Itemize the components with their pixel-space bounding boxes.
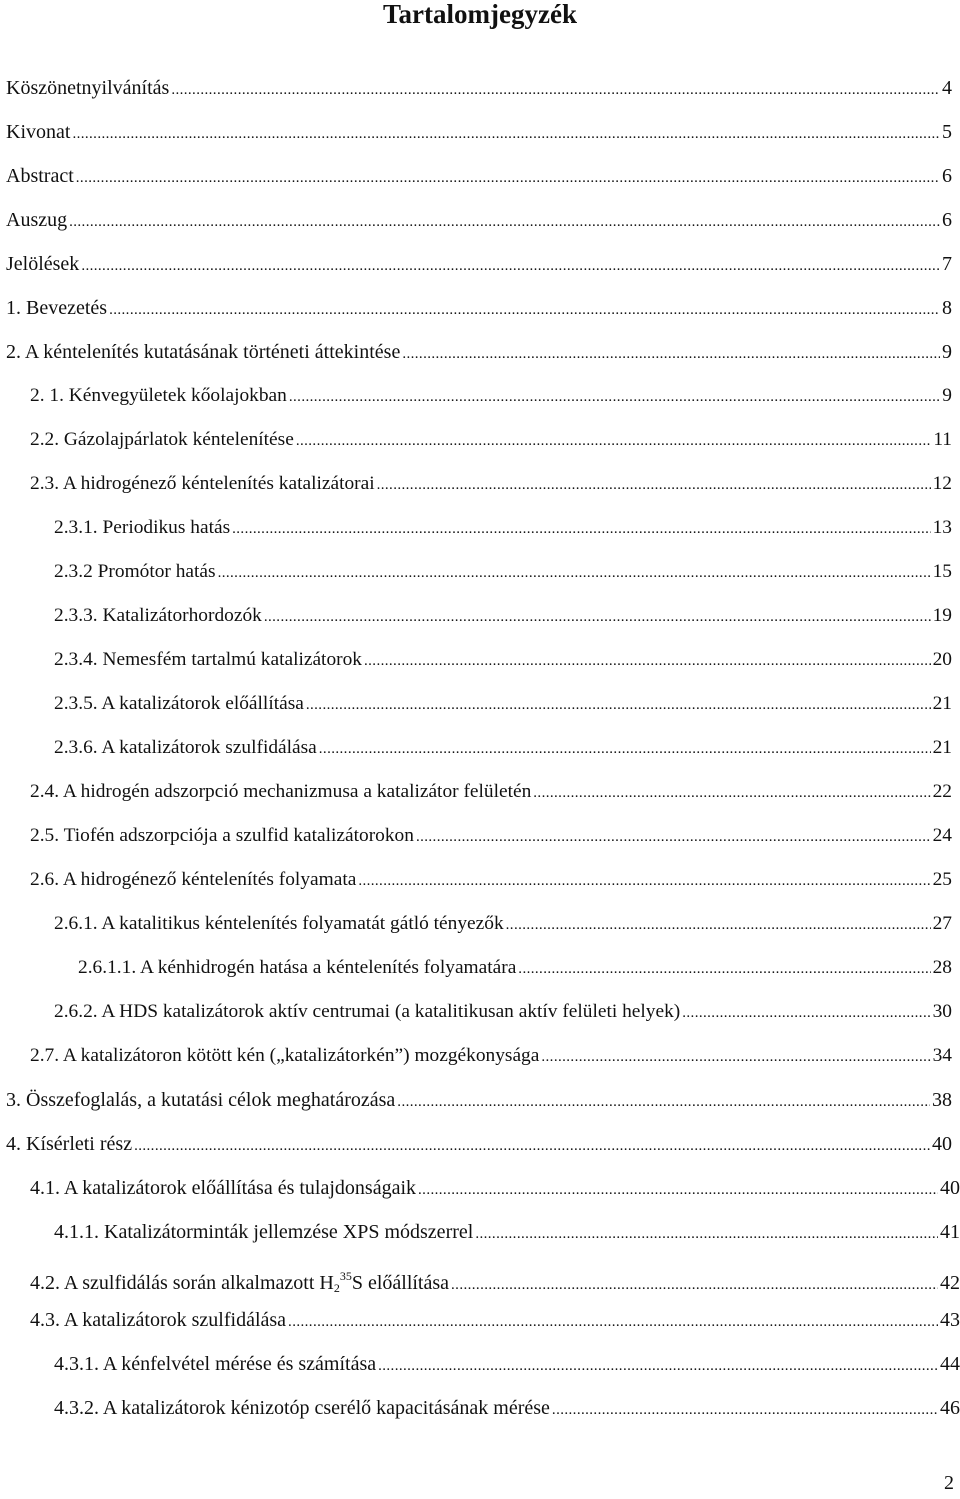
toc-entry-2-5[interactable]	[30, 814, 952, 858]
toc-entry-2-4[interactable]	[30, 770, 952, 814]
toc-entry-2-3-6[interactable]	[54, 726, 952, 770]
toc-entry-label: 2. 1. Kénvegyületek kőolajokban	[30, 385, 287, 406]
dot-leader	[288, 1300, 938, 1344]
toc-entry-2-6-1[interactable]	[54, 902, 952, 946]
toc-entry-label: 2.2. Gázolajpárlatok kéntelenítése	[30, 429, 294, 450]
toc-entry-page: 40	[932, 1133, 952, 1155]
toc-entry-page: 8	[942, 297, 952, 319]
toc-entry-label: 2.3.5. A katalizátorok előállítása	[54, 693, 304, 714]
toc-entry-label: 2.5. Tiofén adszorpciója a szulfid katalizátorokon	[30, 825, 414, 846]
superscript: 35	[339, 1269, 352, 1283]
toc-entry-label: 2.3.2 Promótor hatás	[54, 561, 216, 582]
toc-entry-page: 15	[932, 561, 952, 582]
toc-entry-2-3-5[interactable]	[54, 682, 952, 726]
toc-entry-page: 34	[932, 1045, 952, 1066]
toc-entry-label: 3. Összefoglalás, a kutatási célok meghatározása	[6, 1089, 396, 1111]
toc-entry-page: 19	[932, 605, 952, 626]
toc-entry-label: 4.1.1. Katalizátorminták jellemzése XPS módszerrel	[54, 1221, 474, 1243]
dot-leader	[319, 727, 931, 771]
toc-entry-label: Kivonat	[6, 121, 71, 143]
toc-entry-page: 13	[932, 517, 952, 538]
toc-entry-page: 9	[942, 385, 952, 406]
toc-entry-label: 4. Kísérleti rész	[6, 1133, 133, 1155]
toc-entry-label: 4.3. A katalizátorok szulfidálása	[30, 1309, 287, 1331]
toc-entry-2-2[interactable]	[30, 418, 952, 462]
toc-entry-kivonat[interactable]	[6, 110, 952, 154]
toc-entry-label: 2.6.1.1. A kénhidrogén hatása a kéntelenítés folyamatára	[78, 957, 517, 978]
dot-leader	[289, 375, 940, 419]
toc-entry-label: Auszug	[6, 209, 68, 231]
toc-entry-2-1[interactable]	[30, 374, 952, 418]
toc-entry-2-3-4[interactable]	[54, 638, 952, 682]
toc-entry-page: 42	[940, 1272, 960, 1294]
dot-leader	[69, 200, 940, 244]
toc-entry-page: 11	[933, 429, 952, 450]
dot-leader	[418, 1168, 938, 1212]
toc-entry-4-2[interactable]	[30, 1254, 960, 1298]
toc-entry-page: 43	[940, 1309, 960, 1331]
toc-entry-page: 40	[940, 1177, 960, 1199]
dot-leader	[72, 112, 940, 156]
toc-entry-abstract[interactable]	[6, 154, 952, 198]
toc-entry-page: 21	[932, 737, 952, 758]
toc-entry-label: 2.3.3. Katalizátorhordozók	[54, 605, 262, 626]
toc-entry-4-3-1[interactable]	[54, 1342, 960, 1386]
toc-entry-page: 21	[932, 693, 952, 714]
dot-leader	[416, 815, 931, 859]
toc-entry-page: 9	[942, 341, 952, 363]
toc-entry-2-3[interactable]	[30, 462, 952, 506]
toc-entry-page: 44	[940, 1353, 960, 1375]
label-text: S előállítása	[351, 1272, 450, 1294]
label-text: 4.2. A szulfidálás során alkalmazott H	[30, 1272, 334, 1294]
dot-leader	[76, 156, 940, 200]
dot-leader	[518, 947, 930, 991]
toc-entry-page: 25	[932, 869, 952, 890]
dot-leader	[402, 332, 940, 376]
toc-entry-acknowledgements[interactable]	[6, 66, 952, 110]
dot-leader	[377, 463, 931, 507]
toc-entry-page: 12	[932, 473, 952, 494]
toc-entry-label: 4.3.2. A katalizátorok kénizotóp cserélő kapacitásának mérése	[54, 1397, 550, 1419]
dot-leader	[682, 991, 930, 1035]
toc-entry-label: 2. A kéntelenítés kutatásának történeti áttekintése	[6, 341, 401, 363]
toc-entry-label: 4.3.1. A kénfelvétel mérése és számítása	[54, 1353, 377, 1375]
toc-entry-label: 1. Bevezetés	[6, 297, 108, 319]
toc-entry-2-6[interactable]	[30, 858, 952, 902]
dot-leader	[171, 68, 940, 112]
toc-entry-page: 7	[942, 253, 952, 275]
toc-entry-1[interactable]	[6, 286, 952, 330]
toc-entry-label: Köszönetnyilvánítás	[6, 77, 170, 99]
toc-entry-page: 6	[942, 209, 952, 231]
dot-leader	[397, 1080, 930, 1124]
dot-leader	[506, 903, 931, 947]
dot-leader	[378, 1344, 938, 1388]
toc-entry-3[interactable]	[6, 1078, 952, 1122]
dot-leader	[296, 419, 932, 463]
dot-leader	[232, 507, 930, 551]
toc-entry-4[interactable]	[6, 1122, 952, 1166]
toc-entry-2-3-2[interactable]	[54, 550, 952, 594]
dot-leader	[475, 1212, 938, 1256]
toc-entry-2-3-3[interactable]	[54, 594, 952, 638]
toc-entry-2-7[interactable]	[30, 1034, 952, 1078]
toc-entry-4-1-1[interactable]	[54, 1210, 960, 1254]
toc-entry-label: Jelölések	[6, 253, 80, 275]
toc-entry-label: 2.3.4. Nemesfém tartalmú katalizátorok	[54, 649, 362, 670]
toc-entry-label: 2.6.2. A HDS katalizátorok aktív centrumai (a katalitikusan aktív felületi helyek)	[54, 1001, 681, 1022]
page-number: 2	[944, 1472, 954, 1494]
subscript: 2	[333, 1281, 340, 1295]
dot-leader	[218, 551, 931, 595]
toc-entry-page: 46	[940, 1397, 960, 1419]
toc-entry-page: 6	[942, 165, 952, 187]
toc-entry-page: 22	[932, 781, 952, 802]
dot-leader	[109, 288, 940, 332]
toc-entry-label: 4.1. A katalizátorok előállítása és tulajdonságaik	[30, 1177, 417, 1199]
dot-leader	[134, 1124, 930, 1168]
dot-leader	[306, 683, 931, 727]
toc-entry-page: 5	[942, 121, 952, 143]
toc-entry-label: 2.3.6. A katalizátorok szulfidálása	[54, 737, 317, 758]
toc-entry-jelolesek[interactable]	[6, 242, 952, 286]
toc-entry-2-6-1-1[interactable]	[78, 946, 952, 990]
toc-entry-page: 24	[932, 825, 952, 846]
toc-entry-page: 20	[932, 649, 952, 670]
dot-leader	[264, 595, 931, 639]
toc-entry-label: 2.3. A hidrogénező kéntelenítés katalizátorai	[30, 473, 375, 494]
dot-leader	[541, 1035, 930, 1079]
toc-entry-page: 30	[932, 1001, 952, 1022]
toc-entry-page: 27	[932, 913, 952, 934]
toc-entry-label: 2.4. A hidrogén adszorpció mechanizmusa a katalizátor felületén	[30, 781, 532, 802]
toc-entry-4-3-2[interactable]	[54, 1386, 960, 1430]
toc-entry-page: 28	[932, 957, 952, 978]
dot-leader	[81, 244, 940, 288]
dot-leader	[364, 639, 931, 683]
toc-entry-auszug[interactable]	[6, 198, 952, 242]
toc-entry-2-3-1[interactable]	[54, 506, 952, 550]
toc-title: Tartalomjegyzék	[383, 0, 577, 29]
toc-entry-page: 41	[940, 1221, 960, 1243]
toc-entry-4-3[interactable]	[30, 1298, 960, 1342]
toc-entry-label: 2.6.1. A katalitikus kéntelenítés folyamatát gátló tényezők	[54, 913, 504, 934]
dot-leader	[358, 859, 930, 903]
toc-entry-label: 2.3.1. Periodikus hatás	[54, 517, 231, 538]
toc-entry-page: 4	[942, 77, 952, 99]
dot-leader	[533, 771, 930, 815]
dot-leader	[552, 1388, 938, 1432]
toc-entry-2-6-2[interactable]	[54, 990, 952, 1034]
toc-entry-4-1[interactable]	[30, 1166, 960, 1210]
toc-entry-label: Abstract	[6, 165, 74, 187]
toc-entry-label: 2.6. A hidrogénező kéntelenítés folyamata	[30, 869, 357, 890]
toc-entry-label: 2.7. A katalizátoron kötött kén („katalizátorkén”) mozgékonysága	[30, 1045, 540, 1066]
toc-entry-page: 38	[932, 1089, 952, 1111]
toc-entry-2[interactable]	[6, 330, 952, 374]
